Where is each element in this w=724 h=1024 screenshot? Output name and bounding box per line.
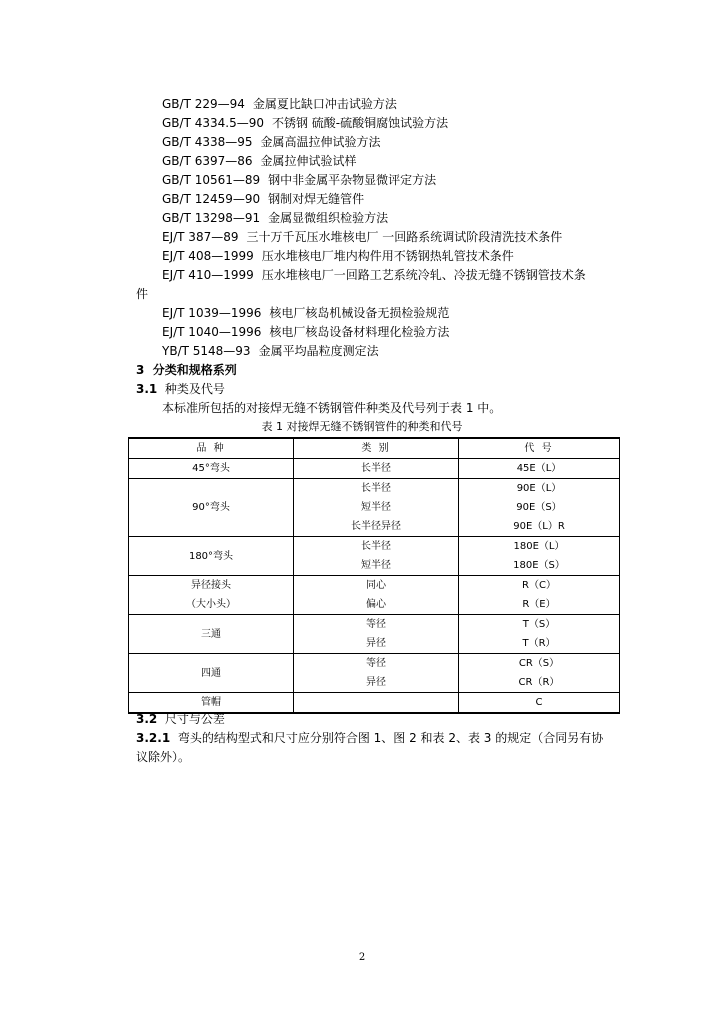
- code-cell: 180E（L）: [459, 537, 620, 557]
- page-number: 2: [358, 952, 366, 963]
- code-cell: 90E（S）: [459, 498, 620, 517]
- table-row: [129, 479, 620, 499]
- subsection-heading: 3.1 种类及代号: [136, 382, 225, 396]
- table-row: [129, 615, 620, 635]
- reference-item: GB/T 229—94 金属夏比缺口冲击试验方法: [162, 97, 397, 111]
- reference-item: EJ/T 408—1999 压水堆核电厂堆内构件用不锈钢热轧管技术条件: [162, 249, 514, 263]
- code-cell: 90E（L）: [459, 479, 620, 499]
- table-row: [129, 595, 620, 615]
- code-cell: CR（S）: [459, 654, 620, 674]
- column-header: 代 号: [459, 438, 620, 459]
- category-cell: 异径: [294, 634, 459, 654]
- column-header: 类 别: [294, 438, 459, 459]
- reference-item: GB/T 6397—86 金属拉伸试验试样: [162, 154, 357, 168]
- table-row: [129, 537, 620, 557]
- code-cell: 45E（L）: [459, 459, 620, 479]
- variety-cell: 45°弯头: [129, 459, 294, 479]
- reference-item: GB/T 4334.5—90 不锈钢 硫酸-硫酸铜腐蚀试验方法: [162, 116, 449, 130]
- category-cell: 长半径: [294, 537, 459, 557]
- code-cell: 90E（L）R: [459, 517, 620, 537]
- clause-paragraph-continuation: 议除外）。: [136, 750, 191, 764]
- reference-item: GB/T 4338—95 金属高温拉伸试验方法: [162, 135, 381, 149]
- category-cell: 同心: [294, 576, 459, 596]
- variety-cell: 180°弯头: [129, 537, 294, 576]
- variety-cell: 四通: [129, 654, 294, 693]
- column-header: 品 种: [129, 438, 294, 459]
- code-cell: 180E（S）: [459, 556, 620, 576]
- table-row: [129, 576, 620, 596]
- section-heading: 3 分类和规格系列: [136, 363, 237, 377]
- reference-item-continuation: 件: [136, 287, 149, 301]
- code-cell: C: [459, 693, 620, 714]
- paragraph: 本标准所包括的对接焊无缝不锈钢管件种类及代号列于表 1 中。: [162, 401, 502, 415]
- table-row: [129, 459, 620, 479]
- table-header-row: [129, 438, 620, 459]
- clause-paragraph: 3.2.1 弯头的结构型式和尺寸应分别符合图 1、图 2 和表 2、表 3 的规定（合同另有协: [136, 731, 604, 745]
- category-cell: [294, 693, 459, 714]
- category-cell: 长半径: [294, 479, 459, 499]
- variety-cell: 异径接头: [129, 576, 294, 596]
- category-cell: 偏心: [294, 595, 459, 615]
- table-caption: 表 1 对接焊无缝不锈钢管件的种类和代号: [261, 420, 463, 433]
- code-cell: T（R）: [459, 634, 620, 654]
- subsection-heading: 3.2 尺寸与公差: [136, 712, 225, 726]
- reference-item: EJ/T 387—89 三十万千瓦压水堆核电厂 一回路系统调试阶段清洗技术条件: [162, 230, 563, 244]
- reference-item: GB/T 12459—90 钢制对焊无缝管件: [162, 192, 365, 206]
- code-cell: R（C）: [459, 576, 620, 596]
- category-cell: 等径: [294, 615, 459, 635]
- code-cell: T（S）: [459, 615, 620, 635]
- reference-item: EJ/T 1040—1996 核电厂核岛设备材料理化检验方法: [162, 325, 450, 339]
- reference-item: EJ/T 410—1999 压水堆核电厂一回路工艺系统冷轧、冷拔无缝不锈钢管技术条: [162, 268, 586, 282]
- category-cell: 异径: [294, 673, 459, 693]
- category-cell: 等径: [294, 654, 459, 674]
- reference-item: GB/T 10561—89 钢中非金属平杂物显微评定方法: [162, 173, 437, 187]
- category-cell: 短半径: [294, 556, 459, 576]
- variety-cell: 管帽: [129, 693, 294, 714]
- category-cell: 短半径: [294, 498, 459, 517]
- variety-cell: 三通: [129, 615, 294, 654]
- variety-cell: （大小头）: [129, 595, 294, 615]
- variety-cell: 90°弯头: [129, 479, 294, 537]
- code-cell: R（E）: [459, 595, 620, 615]
- category-cell: 长半径异径: [294, 517, 459, 537]
- category-cell: 长半径: [294, 459, 459, 479]
- reference-item: EJ/T 1039—1996 核电厂核岛机械设备无损检验规范: [162, 306, 450, 320]
- reference-item: GB/T 13298—91 金属显微组织检验方法: [162, 211, 389, 225]
- reference-item: YB/T 5148—93 金属平均晶粒度测定法: [162, 344, 379, 358]
- table-row: [129, 654, 620, 674]
- code-cell: CR（R）: [459, 673, 620, 693]
- types-and-codes-table: [128, 437, 620, 714]
